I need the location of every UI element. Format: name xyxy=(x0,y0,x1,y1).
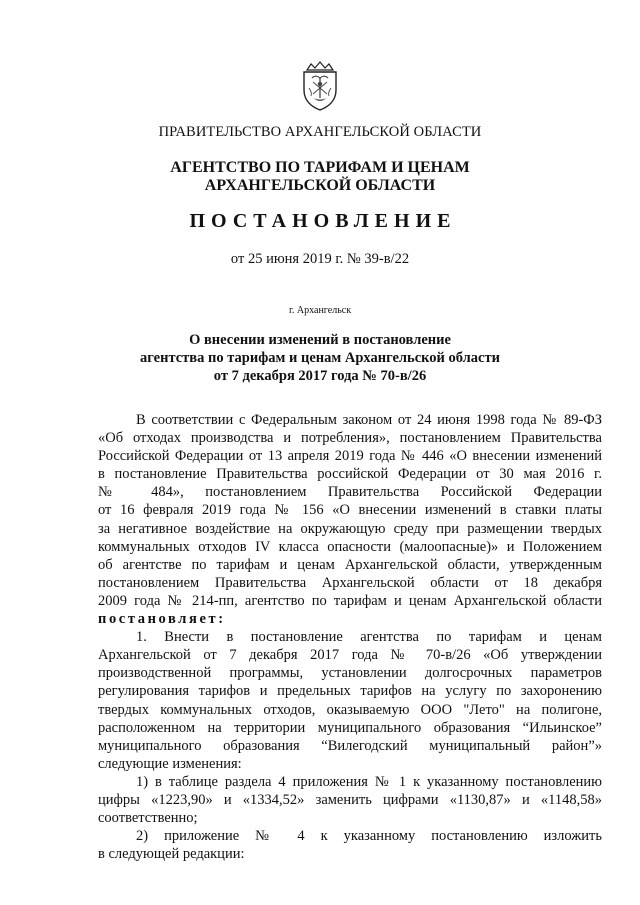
arkhangelsk-coat-of-arms-icon xyxy=(297,58,343,112)
body-line: 2) приложение № 4 к указанному постановлению изложить xyxy=(136,828,602,845)
body-line: об агентстве по тарифам и ценам Архангельской области, утвержденным xyxy=(98,556,602,573)
body-line: 2009 года № 214-пп, агентство по тарифам и ценам Архангельской области xyxy=(98,592,602,609)
body-line: В соответствии с Федеральным законом от 24 июня 1998 года № 89-ФЗ xyxy=(136,412,602,428)
date-and-number: от 25 июня 2019 г. № 39-в/22 xyxy=(230,251,410,267)
body-line: «Об отходах производства и потребления», постановлением Правительства xyxy=(98,430,602,447)
body-line: 1) в таблице раздела 4 приложения № 1 к указанному постановлению xyxy=(136,773,602,790)
body-line: Архангельской от 7 декабря 2017 года № 70-в/26 «Об утверждении xyxy=(98,647,602,664)
body-line: соответственно; xyxy=(98,810,198,827)
body-line: цифры «1223,90» и «1334,52» заменить цифрами «1130,87» и «1148,58» xyxy=(98,791,602,808)
body-line: за негативное воздействие на окружающую среду при размещении твердых xyxy=(98,520,602,537)
body-line: № 484», постановлением Правительства Российской Федерации xyxy=(98,484,602,501)
subject-line-2: агентства по тарифам и ценам Архангельской области xyxy=(140,350,500,366)
body-line: коммунальных отходов IV класса опасности (малоопасные)» и Положением xyxy=(98,538,602,555)
body-line: Российской Федерации от 13 апреля 2019 года № 446 «О внесении изменений xyxy=(98,448,602,465)
body-line: регулирования тарифов и предельных тарифов на услугу по захоронению xyxy=(98,683,602,700)
body-line: расположенном на территории муниципального образования “Ильинское” xyxy=(98,719,602,736)
agency-title-line2: АРХАНГЕЛЬСКОЙ ОБЛАСТИ xyxy=(204,177,436,194)
body-line: в постановление Правительства российской Федерации от 30 мая 2016 г. xyxy=(98,466,602,483)
body-line: в следующей редакции: xyxy=(98,846,245,863)
body-line: твердых коммунальных отходов, оказываемую ООО "Лето" на полигоне, xyxy=(98,701,602,718)
subject-line-3: от 7 декабря 2017 года № 70-в/26 xyxy=(213,368,427,384)
resolves-keyword: постановляет: xyxy=(98,611,226,628)
body-line: муниципального образования “Вилегодский муниципальный район”» xyxy=(98,737,602,754)
body-line: 1. Внести в постановление агентства по тарифам и ценам xyxy=(136,629,602,646)
body-line: производственной программы, установлении долгосрочных параметров xyxy=(98,665,602,682)
government-title: ПРАВИТЕЛЬСТВО АРХАНГЕЛЬСКОЙ ОБЛАСТИ xyxy=(158,124,482,140)
subject-line-1: О внесении изменений в постановление xyxy=(189,332,451,348)
body-line: от 16 февраля 2019 года № 156 «О внесении изменений в ставки платы xyxy=(98,502,602,519)
body-line: постановлением Правительства Архангельской области от 18 декабря xyxy=(98,574,602,591)
document-body xyxy=(98,411,602,863)
city-name: г. Архангельск xyxy=(288,305,352,316)
document-type-heading: ПОСТАНОВЛЕНИЕ xyxy=(189,210,457,232)
agency-title-line1: АГЕНТСТВО ПО ТАРИФАМ И ЦЕНАМ xyxy=(170,159,470,176)
body-line: следующие изменения: xyxy=(98,755,242,772)
